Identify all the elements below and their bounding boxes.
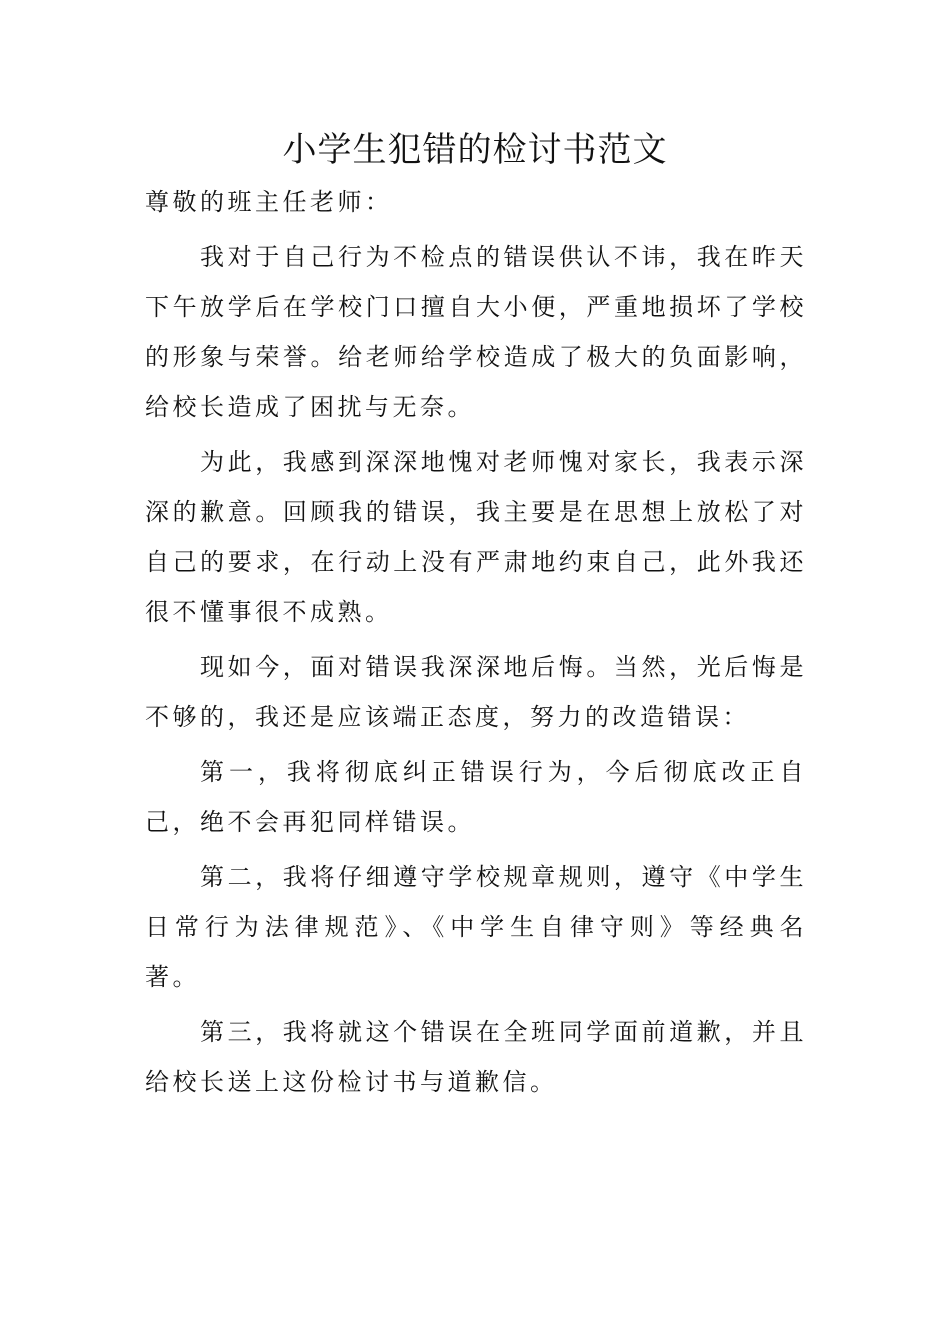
salutation: 尊敬的班主任老师： <box>145 188 393 216</box>
document-body <box>145 177 807 1112</box>
paragraph-3: 现如今，面对错误我深深地后悔。当然，光后悔是不够的，我还是应该端正态度，努力的改造错误： <box>145 653 807 731</box>
document-title: 小学生犯错的检讨书范文 <box>282 130 668 170</box>
paragraph-4: 第一，我将彻底纠正错误行为，今后彻底改正自己，绝不会再犯同样错误。 <box>145 758 807 836</box>
paragraph-1: 我对于自己行为不检点的错误供认不讳，我在昨天下午放学后在学校门口擅自大小便，严重地损坏了学校的形象与荣誉。给老师给学校造成了极大的负面影响，给校长造成了困扰与无奈。 <box>145 243 807 421</box>
paragraph-5: 第二，我将仔细遵守学校规章规则，遵守《中学生日常行为法律规范》、《中学生自律守则》等经典名著。 <box>145 863 807 991</box>
paragraph-6: 第三，我将就这个错误在全班同学面前道歉，并且给校长送上这份检讨书与道歉信。 <box>145 1018 807 1096</box>
paragraph-2: 为此，我感到深深地愧对老师愧对家长，我表示深深的歉意。回顾我的错误，我主要是在思想上放松了对自己的要求，在行动上没有严肃地约束自己，此外我还很不懂事很不成熟。 <box>145 448 807 626</box>
